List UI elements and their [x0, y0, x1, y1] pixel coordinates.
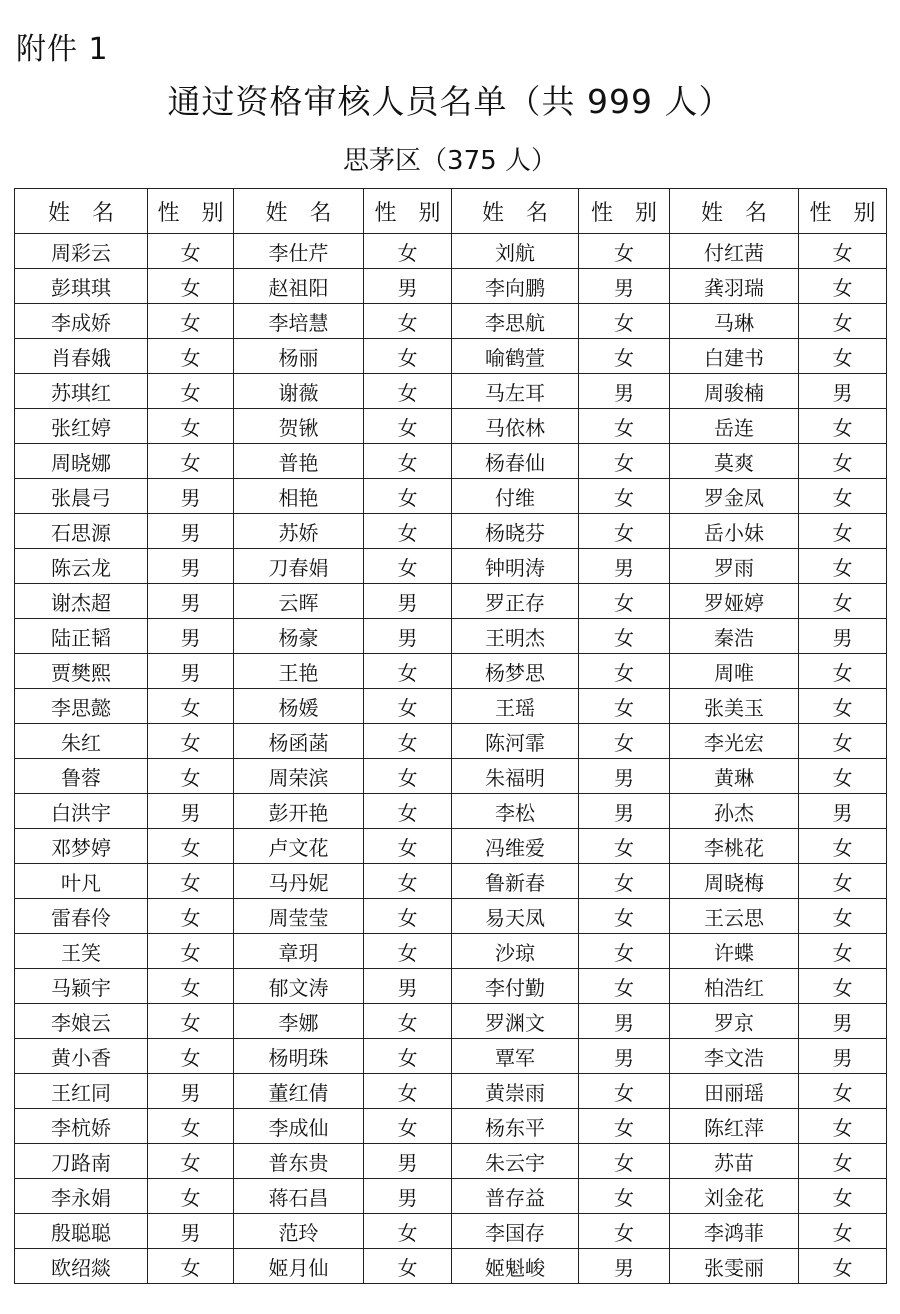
name-cell: 王瑶 — [452, 689, 579, 724]
gender-cell: 女 — [148, 269, 234, 304]
name-cell: 周彩云 — [15, 234, 148, 269]
name-cell: 谢薇 — [234, 374, 364, 409]
document-title: 通过资格审核人员名单（共 999 人） — [167, 82, 733, 121]
gender-cell: 女 — [799, 549, 887, 584]
gender-cell: 男 — [148, 1214, 234, 1249]
name-cell: 周唯 — [670, 654, 799, 689]
gender-cell: 女 — [364, 654, 452, 689]
gender-cell: 女 — [364, 514, 452, 549]
name-cell: 杨函菡 — [234, 724, 364, 759]
gender-cell: 女 — [799, 479, 887, 514]
gender-cell: 男 — [364, 1179, 452, 1214]
gender-cell: 女 — [148, 759, 234, 794]
gender-cell: 女 — [148, 1039, 234, 1074]
gender-cell: 男 — [364, 584, 452, 619]
name-cell: 杨丽 — [234, 339, 364, 374]
gender-cell: 女 — [364, 444, 452, 479]
gender-cell: 男 — [579, 794, 670, 829]
name-cell: 孙杰 — [670, 794, 799, 829]
gender-cell: 女 — [148, 1179, 234, 1214]
name-cell: 杨东平 — [452, 1109, 579, 1144]
gender-cell: 女 — [579, 969, 670, 1004]
gender-cell: 女 — [579, 339, 670, 374]
name-cell: 李思懿 — [15, 689, 148, 724]
name-cell: 莫爽 — [670, 444, 799, 479]
header-gender: 性 别 — [579, 189, 670, 234]
name-cell: 李鸿菲 — [670, 1214, 799, 1249]
gender-cell: 男 — [579, 374, 670, 409]
name-cell: 范玲 — [234, 1214, 364, 1249]
gender-cell: 女 — [148, 969, 234, 1004]
gender-cell: 女 — [799, 304, 887, 339]
gender-cell: 女 — [799, 1249, 887, 1284]
name-cell: 李桃花 — [670, 829, 799, 864]
gender-cell: 女 — [364, 479, 452, 514]
name-cell: 郁文涛 — [234, 969, 364, 1004]
name-cell: 覃军 — [452, 1039, 579, 1074]
name-cell: 云晖 — [234, 584, 364, 619]
gender-cell: 女 — [579, 654, 670, 689]
name-cell: 李思航 — [452, 304, 579, 339]
gender-cell: 女 — [799, 409, 887, 444]
name-cell: 付红茜 — [670, 234, 799, 269]
gender-cell: 女 — [364, 864, 452, 899]
gender-cell: 女 — [579, 514, 670, 549]
name-cell: 王明杰 — [452, 619, 579, 654]
gender-cell: 女 — [799, 759, 887, 794]
header-gender: 性 别 — [364, 189, 452, 234]
name-cell: 卢文花 — [234, 829, 364, 864]
gender-cell: 男 — [364, 269, 452, 304]
name-cell: 李培慧 — [234, 304, 364, 339]
name-cell: 王笑 — [15, 934, 148, 969]
name-cell: 付维 — [452, 479, 579, 514]
name-cell: 易天凤 — [452, 899, 579, 934]
gender-cell: 女 — [364, 1004, 452, 1039]
table-row — [15, 304, 887, 339]
name-cell: 马丹妮 — [234, 864, 364, 899]
gender-cell: 女 — [579, 479, 670, 514]
gender-cell: 女 — [364, 724, 452, 759]
gender-cell: 女 — [148, 864, 234, 899]
name-cell: 贺锹 — [234, 409, 364, 444]
gender-cell: 女 — [799, 899, 887, 934]
name-cell: 罗雨 — [670, 549, 799, 584]
gender-cell: 男 — [148, 549, 234, 584]
name-cell: 黄崇雨 — [452, 1074, 579, 1109]
gender-cell: 女 — [799, 1144, 887, 1179]
name-cell: 罗娅婷 — [670, 584, 799, 619]
table-header-row — [15, 189, 887, 234]
table-row — [15, 619, 887, 654]
name-cell: 张晨弓 — [15, 479, 148, 514]
name-cell: 贾樊熙 — [15, 654, 148, 689]
table-row — [15, 1214, 887, 1249]
gender-cell: 女 — [579, 619, 670, 654]
gender-cell: 女 — [364, 234, 452, 269]
name-cell: 石思源 — [15, 514, 148, 549]
gender-cell: 女 — [799, 1214, 887, 1249]
gender-cell: 女 — [799, 829, 887, 864]
gender-cell: 女 — [579, 1179, 670, 1214]
table-row — [15, 1074, 887, 1109]
gender-cell: 女 — [799, 969, 887, 1004]
gender-cell: 女 — [364, 689, 452, 724]
gender-cell: 女 — [799, 934, 887, 969]
name-cell: 岳小妹 — [670, 514, 799, 549]
name-cell: 陈红萍 — [670, 1109, 799, 1144]
name-cell: 周晓梅 — [670, 864, 799, 899]
name-cell: 杨豪 — [234, 619, 364, 654]
table-row — [15, 934, 887, 969]
header-name: 姓 名 — [670, 189, 799, 234]
name-cell: 罗正存 — [452, 584, 579, 619]
table-row — [15, 1144, 887, 1179]
name-cell: 王云思 — [670, 899, 799, 934]
gender-cell: 女 — [364, 1074, 452, 1109]
gender-cell: 女 — [799, 654, 887, 689]
table-row — [15, 1249, 887, 1284]
gender-cell: 女 — [148, 934, 234, 969]
name-cell: 周晓娜 — [15, 444, 148, 479]
gender-cell: 女 — [148, 339, 234, 374]
name-cell: 钟明涛 — [452, 549, 579, 584]
table-row — [15, 1109, 887, 1144]
header-name: 姓 名 — [15, 189, 148, 234]
gender-cell: 女 — [148, 1249, 234, 1284]
header-name: 姓 名 — [234, 189, 364, 234]
name-cell: 普东贵 — [234, 1144, 364, 1179]
name-cell: 刀春娟 — [234, 549, 364, 584]
gender-cell: 女 — [579, 1109, 670, 1144]
gender-cell: 男 — [364, 969, 452, 1004]
district-subtitle: 思茅区（375 人） — [343, 146, 557, 176]
name-cell: 鲁新春 — [452, 864, 579, 899]
name-cell: 相艳 — [234, 479, 364, 514]
gender-cell: 女 — [579, 409, 670, 444]
gender-cell: 女 — [799, 1109, 887, 1144]
name-cell: 白洪宇 — [15, 794, 148, 829]
gender-cell: 男 — [148, 584, 234, 619]
gender-cell: 女 — [148, 829, 234, 864]
table-row — [15, 969, 887, 1004]
name-cell: 邓梦婷 — [15, 829, 148, 864]
name-cell: 张美玉 — [670, 689, 799, 724]
table-row — [15, 689, 887, 724]
gender-cell: 女 — [364, 759, 452, 794]
table-row — [15, 759, 887, 794]
gender-cell: 女 — [364, 934, 452, 969]
name-cell: 朱福明 — [452, 759, 579, 794]
gender-cell: 女 — [364, 409, 452, 444]
gender-cell: 女 — [364, 794, 452, 829]
gender-cell: 女 — [799, 864, 887, 899]
name-cell: 黄小香 — [15, 1039, 148, 1074]
table-row — [15, 444, 887, 479]
gender-cell: 男 — [148, 794, 234, 829]
name-cell: 喻鹤萱 — [452, 339, 579, 374]
name-cell: 秦浩 — [670, 619, 799, 654]
table-row — [15, 584, 887, 619]
table-row — [15, 1179, 887, 1214]
name-cell: 龚羽瑞 — [670, 269, 799, 304]
name-cell: 苏苗 — [670, 1144, 799, 1179]
name-cell: 刘航 — [452, 234, 579, 269]
gender-cell: 男 — [148, 619, 234, 654]
gender-cell: 女 — [148, 234, 234, 269]
name-cell: 杨春仙 — [452, 444, 579, 479]
table-row — [15, 514, 887, 549]
header-gender: 性 别 — [148, 189, 234, 234]
gender-cell: 男 — [799, 619, 887, 654]
name-cell: 鲁蓉 — [15, 759, 148, 794]
gender-cell: 男 — [148, 479, 234, 514]
gender-cell: 女 — [364, 1039, 452, 1074]
name-cell: 李永娟 — [15, 1179, 148, 1214]
table-row — [15, 654, 887, 689]
table-row — [15, 864, 887, 899]
name-cell: 杨梦思 — [452, 654, 579, 689]
name-cell: 姬月仙 — [234, 1249, 364, 1284]
name-cell: 刘金花 — [670, 1179, 799, 1214]
gender-cell: 女 — [579, 444, 670, 479]
name-cell: 罗京 — [670, 1004, 799, 1039]
name-cell: 周骏楠 — [670, 374, 799, 409]
name-cell: 欧绍燚 — [15, 1249, 148, 1284]
name-cell: 叶凡 — [15, 864, 148, 899]
table-row — [15, 724, 887, 759]
gender-cell: 女 — [364, 1249, 452, 1284]
name-cell: 岳连 — [670, 409, 799, 444]
name-cell: 赵祖阳 — [234, 269, 364, 304]
name-cell: 彭开艳 — [234, 794, 364, 829]
gender-cell: 女 — [579, 689, 670, 724]
table-row — [15, 374, 887, 409]
name-cell: 苏娇 — [234, 514, 364, 549]
gender-cell: 女 — [148, 1004, 234, 1039]
name-cell: 李松 — [452, 794, 579, 829]
name-cell: 普存益 — [452, 1179, 579, 1214]
name-cell: 王红同 — [15, 1074, 148, 1109]
name-cell: 张雯丽 — [670, 1249, 799, 1284]
name-cell: 章玥 — [234, 934, 364, 969]
header-gender: 性 别 — [799, 189, 887, 234]
gender-cell: 女 — [148, 1109, 234, 1144]
name-cell: 马颖宇 — [15, 969, 148, 1004]
gender-cell: 女 — [799, 1074, 887, 1109]
table-row — [15, 549, 887, 584]
name-cell: 罗渊文 — [452, 1004, 579, 1039]
name-cell: 周荣滨 — [234, 759, 364, 794]
name-cell: 沙琼 — [452, 934, 579, 969]
name-cell: 张红婷 — [15, 409, 148, 444]
gender-cell: 女 — [364, 549, 452, 584]
name-cell: 马琳 — [670, 304, 799, 339]
gender-cell: 女 — [799, 444, 887, 479]
gender-cell: 男 — [799, 794, 887, 829]
gender-cell: 女 — [148, 1144, 234, 1179]
gender-cell: 女 — [799, 339, 887, 374]
gender-cell: 女 — [799, 584, 887, 619]
gender-cell: 男 — [799, 374, 887, 409]
gender-cell: 女 — [799, 1179, 887, 1214]
name-cell: 李付勤 — [452, 969, 579, 1004]
name-cell: 李娜 — [234, 1004, 364, 1039]
name-cell: 蒋石昌 — [234, 1179, 364, 1214]
name-cell: 谢杰超 — [15, 584, 148, 619]
gender-cell: 男 — [364, 1144, 452, 1179]
name-cell: 李向鹏 — [452, 269, 579, 304]
name-cell: 柏浩红 — [670, 969, 799, 1004]
name-cell: 马依林 — [452, 409, 579, 444]
gender-cell: 男 — [799, 1039, 887, 1074]
gender-cell: 女 — [579, 234, 670, 269]
name-cell: 李仕芹 — [234, 234, 364, 269]
name-cell: 刀路南 — [15, 1144, 148, 1179]
gender-cell: 女 — [364, 304, 452, 339]
name-cell: 李成仙 — [234, 1109, 364, 1144]
table-row — [15, 339, 887, 374]
name-cell: 白建书 — [670, 339, 799, 374]
gender-cell: 女 — [579, 829, 670, 864]
gender-cell: 男 — [148, 654, 234, 689]
table-row — [15, 409, 887, 444]
gender-cell: 女 — [364, 1109, 452, 1144]
name-cell: 周莹莹 — [234, 899, 364, 934]
gender-cell: 女 — [148, 724, 234, 759]
gender-cell: 男 — [579, 1004, 670, 1039]
gender-cell: 男 — [148, 1074, 234, 1109]
name-cell: 苏琪红 — [15, 374, 148, 409]
name-cell: 董红倩 — [234, 1074, 364, 1109]
name-cell: 杨晓芬 — [452, 514, 579, 549]
gender-cell: 女 — [579, 1074, 670, 1109]
table-row — [15, 269, 887, 304]
name-cell: 马左耳 — [452, 374, 579, 409]
gender-cell: 女 — [579, 584, 670, 619]
table-row — [15, 1039, 887, 1074]
name-cell: 田丽瑶 — [670, 1074, 799, 1109]
gender-cell: 女 — [579, 899, 670, 934]
name-cell: 朱红 — [15, 724, 148, 759]
name-cell: 普艳 — [234, 444, 364, 479]
name-cell: 彭琪琪 — [15, 269, 148, 304]
gender-cell: 女 — [364, 374, 452, 409]
name-cell: 李光宏 — [670, 724, 799, 759]
gender-cell: 女 — [579, 1214, 670, 1249]
table-row — [15, 794, 887, 829]
name-cell: 罗金凤 — [670, 479, 799, 514]
table-row — [15, 479, 887, 514]
name-cell: 陈云龙 — [15, 549, 148, 584]
gender-cell: 女 — [148, 899, 234, 934]
gender-cell: 男 — [579, 549, 670, 584]
attachment-label: 附件 1 — [16, 32, 109, 67]
gender-cell: 男 — [579, 1039, 670, 1074]
gender-cell: 女 — [579, 864, 670, 899]
name-cell: 姬魁峻 — [452, 1249, 579, 1284]
gender-cell: 女 — [579, 934, 670, 969]
gender-cell: 女 — [148, 689, 234, 724]
gender-cell: 女 — [579, 304, 670, 339]
name-cell: 李杭娇 — [15, 1109, 148, 1144]
gender-cell: 女 — [148, 409, 234, 444]
name-cell: 陆正韬 — [15, 619, 148, 654]
gender-cell: 女 — [799, 724, 887, 759]
gender-cell: 女 — [364, 339, 452, 374]
name-cell: 肖春娥 — [15, 339, 148, 374]
gender-cell: 女 — [799, 234, 887, 269]
name-cell: 陈河霏 — [452, 724, 579, 759]
name-cell: 李成娇 — [15, 304, 148, 339]
gender-cell: 女 — [148, 444, 234, 479]
gender-cell: 男 — [364, 619, 452, 654]
gender-cell: 女 — [364, 899, 452, 934]
table-row — [15, 899, 887, 934]
gender-cell: 女 — [148, 374, 234, 409]
gender-cell: 女 — [799, 514, 887, 549]
name-cell: 王艳 — [234, 654, 364, 689]
gender-cell: 女 — [799, 269, 887, 304]
gender-cell: 女 — [799, 689, 887, 724]
table-row — [15, 234, 887, 269]
name-cell: 李娘云 — [15, 1004, 148, 1039]
gender-cell: 男 — [579, 1249, 670, 1284]
roster-table — [14, 188, 887, 1284]
gender-cell: 男 — [148, 514, 234, 549]
table-row — [15, 829, 887, 864]
name-cell: 黄琳 — [670, 759, 799, 794]
table-row — [15, 1004, 887, 1039]
name-cell: 冯维爱 — [452, 829, 579, 864]
gender-cell: 女 — [579, 724, 670, 759]
table-body — [15, 234, 887, 1284]
name-cell: 雷春伶 — [15, 899, 148, 934]
gender-cell: 男 — [579, 759, 670, 794]
name-cell: 李国存 — [452, 1214, 579, 1249]
header-name: 姓 名 — [452, 189, 579, 234]
gender-cell: 女 — [579, 1144, 670, 1179]
name-cell: 殷聪聪 — [15, 1214, 148, 1249]
gender-cell: 女 — [148, 304, 234, 339]
name-cell: 杨明珠 — [234, 1039, 364, 1074]
name-cell: 许蝶 — [670, 934, 799, 969]
gender-cell: 女 — [364, 829, 452, 864]
name-cell: 朱云宇 — [452, 1144, 579, 1179]
gender-cell: 男 — [579, 269, 670, 304]
gender-cell: 女 — [364, 1214, 452, 1249]
gender-cell: 男 — [799, 1004, 887, 1039]
name-cell: 杨媛 — [234, 689, 364, 724]
name-cell: 李文浩 — [670, 1039, 799, 1074]
